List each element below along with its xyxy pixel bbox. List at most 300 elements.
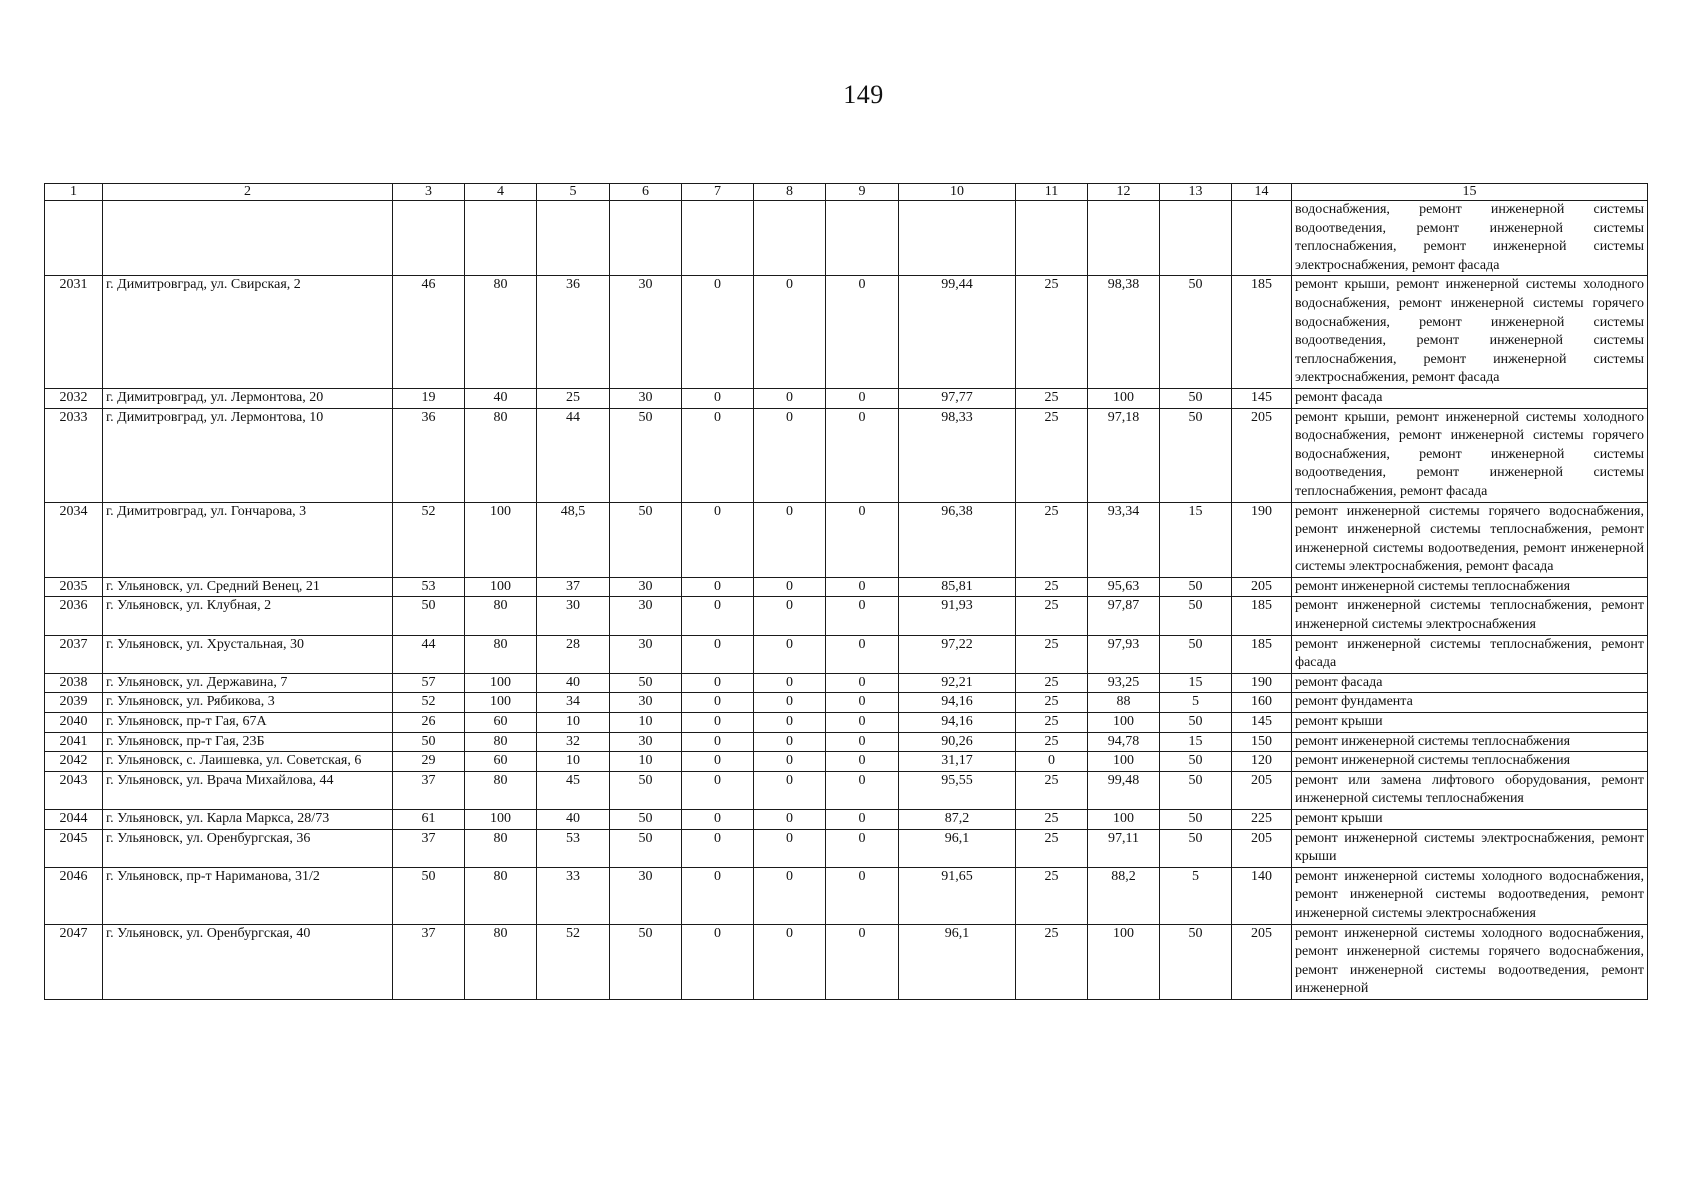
row-number: 2042	[45, 752, 103, 772]
value-cell-col-11: 25	[1016, 867, 1088, 924]
value-cell-col-5: 53	[537, 829, 610, 867]
column-header: 8	[754, 184, 826, 201]
value-cell-col-7: 0	[682, 867, 754, 924]
column-header: 12	[1088, 184, 1160, 201]
value-cell-col-4: 80	[465, 771, 537, 809]
row-number: 2036	[45, 597, 103, 635]
value-cell-col-7: 0	[682, 752, 754, 772]
value-cell-col-14: 185	[1232, 597, 1292, 635]
value-cell-col-9: 0	[826, 752, 899, 772]
value-cell-col-13: 50	[1160, 924, 1232, 999]
table-row	[45, 635, 1648, 673]
value-cell-col-6: 30	[610, 867, 682, 924]
value-cell-col-12: 99,48	[1088, 771, 1160, 809]
value-cell-col-9: 0	[826, 577, 899, 597]
row-number: 2044	[45, 810, 103, 830]
value-cell-col-4: 100	[465, 693, 537, 713]
value-cell-col-4: 80	[465, 635, 537, 673]
value-cell-col-9: 0	[826, 388, 899, 408]
value-cell-col-5: 48,5	[537, 502, 610, 577]
address-cell: г. Ульяновск, ул. Державина, 7	[103, 673, 393, 693]
table-row	[45, 829, 1648, 867]
value-cell-col-10: 92,21	[899, 673, 1016, 693]
value-cell-col-11: 25	[1016, 829, 1088, 867]
works-cell: ремонт или замена лифтового оборудования, ремонт инженерной системы теплоснабжения	[1292, 771, 1648, 809]
value-cell-col-12: 100	[1088, 388, 1160, 408]
value-cell-col-6: 30	[610, 635, 682, 673]
column-header: 14	[1232, 184, 1292, 201]
address-cell: г. Ульяновск, ул. Врача Михайлова, 44	[103, 771, 393, 809]
value-cell-col-13: 50	[1160, 752, 1232, 772]
address-cell: г. Ульяновск, ул. Карла Маркса, 28/73	[103, 810, 393, 830]
value-cell-col-12: 93,34	[1088, 502, 1160, 577]
table-row	[45, 597, 1648, 635]
value-cell-col-7: 0	[682, 732, 754, 752]
column-header: 13	[1160, 184, 1232, 201]
address-cell: г. Димитровград, ул. Лермонтова, 10	[103, 408, 393, 502]
row-number: 2045	[45, 829, 103, 867]
value-cell-col-12: 100	[1088, 810, 1160, 830]
value-cell-col-6: 30	[610, 693, 682, 713]
value-cell-col-12: 97,11	[1088, 829, 1160, 867]
value-cell-col-8: 0	[754, 829, 826, 867]
works-cell: ремонт инженерной системы горячего водоснабжения, ремонт инженерной системы теплоснабжения, ремонт инженерной системы водоотведения, ремонт инженерной системы электроснабжения, ремонт фасада	[1292, 502, 1648, 577]
table-row	[45, 276, 1648, 389]
value-cell-col-3: 29	[393, 752, 465, 772]
value-cell-col-11: 25	[1016, 577, 1088, 597]
value-cell-col-3: 36	[393, 408, 465, 502]
address-cell: г. Ульяновск, пр-т Нариманова, 31/2	[103, 867, 393, 924]
value-cell-col-8: 0	[754, 408, 826, 502]
works-cell: ремонт крыши, ремонт инженерной системы холодного водоснабжения, ремонт инженерной системы горячего водоснабжения, ремонт инженерной системы водоотведения, ремонт инженерной системы теплоснабжения, ремонт фасада	[1292, 408, 1648, 502]
table-row	[45, 752, 1648, 772]
value-cell-col-8: 0	[754, 771, 826, 809]
value-cell-col-3: 19	[393, 388, 465, 408]
value-cell-col-7: 0	[682, 771, 754, 809]
row-number: 2039	[45, 693, 103, 713]
value-cell-col-14: 120	[1232, 752, 1292, 772]
value-cell-col-3	[393, 201, 465, 276]
column-header: 7	[682, 184, 754, 201]
works-cell: ремонт инженерной системы холодного водоснабжения, ремонт инженерной системы горячего водоснабжения, ремонт инженерной системы водоотведения, ремонт инженерной	[1292, 924, 1648, 999]
value-cell-col-13: 50	[1160, 388, 1232, 408]
value-cell-col-5: 52	[537, 924, 610, 999]
value-cell-col-11: 25	[1016, 771, 1088, 809]
value-cell-col-13: 15	[1160, 673, 1232, 693]
value-cell-col-12: 97,93	[1088, 635, 1160, 673]
address-cell: г. Димитровград, ул. Гончарова, 3	[103, 502, 393, 577]
value-cell-col-3: 37	[393, 924, 465, 999]
address-cell: г. Ульяновск, ул. Оренбургская, 40	[103, 924, 393, 999]
value-cell-col-8: 0	[754, 388, 826, 408]
value-cell-col-12: 100	[1088, 752, 1160, 772]
value-cell-col-11: 25	[1016, 810, 1088, 830]
value-cell-col-5	[537, 201, 610, 276]
value-cell-col-10: 91,65	[899, 867, 1016, 924]
value-cell-col-5: 10	[537, 752, 610, 772]
column-header: 11	[1016, 184, 1088, 201]
value-cell-col-8: 0	[754, 635, 826, 673]
value-cell-col-6: 30	[610, 276, 682, 389]
row-number: 2046	[45, 867, 103, 924]
value-cell-col-6: 30	[610, 732, 682, 752]
value-cell-col-8: 0	[754, 502, 826, 577]
value-cell-col-7: 0	[682, 693, 754, 713]
row-number	[45, 201, 103, 276]
value-cell-col-14: 190	[1232, 502, 1292, 577]
value-cell-col-8: 0	[754, 693, 826, 713]
row-number: 2040	[45, 713, 103, 733]
works-cell: ремонт инженерной системы теплоснабжения, ремонт инженерной системы электроснабжения	[1292, 597, 1648, 635]
works-cell: ремонт инженерной системы теплоснабжения, ремонт фасада	[1292, 635, 1648, 673]
value-cell-col-8	[754, 201, 826, 276]
value-cell-col-3: 61	[393, 810, 465, 830]
value-cell-col-10: 97,77	[899, 388, 1016, 408]
value-cell-col-7: 0	[682, 276, 754, 389]
value-cell-col-4: 60	[465, 752, 537, 772]
row-number: 2033	[45, 408, 103, 502]
value-cell-col-9: 0	[826, 924, 899, 999]
value-cell-col-13: 50	[1160, 577, 1232, 597]
value-cell-col-3: 52	[393, 502, 465, 577]
column-header: 15	[1292, 184, 1648, 201]
works-cell: ремонт крыши, ремонт инженерной системы холодного водоснабжения, ремонт инженерной системы горячего водоснабжения, ремонт инженерной системы водоотведения, ремонт инженерной системы теплоснабжения, ремонт инженерной системы электроснабжения, ремонт фасада	[1292, 276, 1648, 389]
address-cell: г. Ульяновск, ул. Рябикова, 3	[103, 693, 393, 713]
value-cell-col-3: 53	[393, 577, 465, 597]
address-cell	[103, 201, 393, 276]
value-cell-col-5: 10	[537, 713, 610, 733]
value-cell-col-8: 0	[754, 867, 826, 924]
value-cell-col-14: 150	[1232, 732, 1292, 752]
value-cell-col-6: 50	[610, 829, 682, 867]
column-header: 1	[45, 184, 103, 201]
value-cell-col-13	[1160, 201, 1232, 276]
value-cell-col-3: 44	[393, 635, 465, 673]
value-cell-col-4: 40	[465, 388, 537, 408]
value-cell-col-9: 0	[826, 408, 899, 502]
value-cell-col-3: 26	[393, 713, 465, 733]
row-number: 2038	[45, 673, 103, 693]
value-cell-col-6: 30	[610, 577, 682, 597]
value-cell-col-9: 0	[826, 597, 899, 635]
value-cell-col-7: 0	[682, 577, 754, 597]
address-cell: г. Ульяновск, ул. Клубная, 2	[103, 597, 393, 635]
works-cell: ремонт инженерной системы теплоснабжения	[1292, 732, 1648, 752]
value-cell-col-14: 205	[1232, 829, 1292, 867]
table-row	[45, 388, 1648, 408]
table-row	[45, 201, 1648, 276]
works-cell: ремонт фасада	[1292, 673, 1648, 693]
value-cell-col-10: 94,16	[899, 713, 1016, 733]
value-cell-col-7: 0	[682, 388, 754, 408]
value-cell-col-3: 50	[393, 867, 465, 924]
column-number-row	[45, 184, 1648, 201]
row-number: 2031	[45, 276, 103, 389]
value-cell-col-11: 25	[1016, 276, 1088, 389]
value-cell-col-5: 45	[537, 771, 610, 809]
value-cell-col-7: 0	[682, 829, 754, 867]
value-cell-col-10: 91,93	[899, 597, 1016, 635]
value-cell-col-3: 57	[393, 673, 465, 693]
value-cell-col-11: 25	[1016, 502, 1088, 577]
works-cell: ремонт инженерной системы теплоснабжения	[1292, 752, 1648, 772]
value-cell-col-9: 0	[826, 713, 899, 733]
address-cell: г. Ульяновск, ул. Оренбургская, 36	[103, 829, 393, 867]
value-cell-col-13: 5	[1160, 693, 1232, 713]
value-cell-col-5: 44	[537, 408, 610, 502]
value-cell-col-5: 36	[537, 276, 610, 389]
value-cell-col-9: 0	[826, 502, 899, 577]
value-cell-col-6: 10	[610, 752, 682, 772]
value-cell-col-7: 0	[682, 673, 754, 693]
table-row	[45, 810, 1648, 830]
value-cell-col-12: 88,2	[1088, 867, 1160, 924]
value-cell-col-3: 52	[393, 693, 465, 713]
value-cell-col-7: 0	[682, 635, 754, 673]
address-cell: г. Ульяновск, пр-т Гая, 67А	[103, 713, 393, 733]
column-header: 3	[393, 184, 465, 201]
value-cell-col-7: 0	[682, 502, 754, 577]
works-cell: ремонт крыши	[1292, 810, 1648, 830]
value-cell-col-10: 99,44	[899, 276, 1016, 389]
table-row	[45, 867, 1648, 924]
value-cell-col-10: 94,16	[899, 693, 1016, 713]
works-cell: ремонт инженерной системы холодного водоснабжения, ремонт инженерной системы водоотведения, ремонт инженерной системы электроснабжения	[1292, 867, 1648, 924]
value-cell-col-3: 50	[393, 732, 465, 752]
value-cell-col-5: 30	[537, 597, 610, 635]
value-cell-col-13: 50	[1160, 771, 1232, 809]
value-cell-col-7	[682, 201, 754, 276]
value-cell-col-8: 0	[754, 577, 826, 597]
column-header: 6	[610, 184, 682, 201]
value-cell-col-8: 0	[754, 752, 826, 772]
value-cell-col-14	[1232, 201, 1292, 276]
table-row	[45, 924, 1648, 999]
value-cell-col-11: 25	[1016, 713, 1088, 733]
address-cell: г. Димитровград, ул. Лермонтова, 20	[103, 388, 393, 408]
value-cell-col-10: 31,17	[899, 752, 1016, 772]
value-cell-col-13: 50	[1160, 713, 1232, 733]
column-header: 10	[899, 184, 1016, 201]
column-header: 2	[103, 184, 393, 201]
value-cell-col-13: 50	[1160, 635, 1232, 673]
table-row	[45, 577, 1648, 597]
value-cell-col-3: 37	[393, 771, 465, 809]
value-cell-col-4: 80	[465, 829, 537, 867]
value-cell-col-5: 25	[537, 388, 610, 408]
value-cell-col-6	[610, 201, 682, 276]
value-cell-col-6: 50	[610, 502, 682, 577]
value-cell-col-12	[1088, 201, 1160, 276]
value-cell-col-4: 80	[465, 276, 537, 389]
row-number: 2047	[45, 924, 103, 999]
value-cell-col-14: 205	[1232, 771, 1292, 809]
value-cell-col-12: 93,25	[1088, 673, 1160, 693]
value-cell-col-5: 28	[537, 635, 610, 673]
value-cell-col-9	[826, 201, 899, 276]
value-cell-col-13: 50	[1160, 276, 1232, 389]
value-cell-col-13: 5	[1160, 867, 1232, 924]
value-cell-col-11: 25	[1016, 408, 1088, 502]
value-cell-col-10: 95,55	[899, 771, 1016, 809]
value-cell-col-4: 80	[465, 597, 537, 635]
value-cell-col-12: 98,38	[1088, 276, 1160, 389]
value-cell-col-8: 0	[754, 673, 826, 693]
value-cell-col-11: 25	[1016, 635, 1088, 673]
column-header: 5	[537, 184, 610, 201]
value-cell-col-7: 0	[682, 924, 754, 999]
value-cell-col-6: 50	[610, 771, 682, 809]
value-cell-col-6: 50	[610, 673, 682, 693]
value-cell-col-13: 50	[1160, 829, 1232, 867]
table-body	[45, 201, 1648, 1000]
value-cell-col-10: 98,33	[899, 408, 1016, 502]
value-cell-col-7: 0	[682, 597, 754, 635]
value-cell-col-10: 96,1	[899, 829, 1016, 867]
value-cell-col-9: 0	[826, 771, 899, 809]
value-cell-col-10: 96,1	[899, 924, 1016, 999]
value-cell-col-8: 0	[754, 597, 826, 635]
value-cell-col-8: 0	[754, 276, 826, 389]
value-cell-col-13: 50	[1160, 408, 1232, 502]
column-header: 9	[826, 184, 899, 201]
value-cell-col-11: 25	[1016, 693, 1088, 713]
value-cell-col-6: 10	[610, 713, 682, 733]
value-cell-col-10: 90,26	[899, 732, 1016, 752]
row-number: 2043	[45, 771, 103, 809]
value-cell-col-9: 0	[826, 810, 899, 830]
value-cell-col-5: 32	[537, 732, 610, 752]
row-number: 2035	[45, 577, 103, 597]
table-row	[45, 713, 1648, 733]
value-cell-col-13: 50	[1160, 810, 1232, 830]
value-cell-col-11: 0	[1016, 752, 1088, 772]
value-cell-col-9: 0	[826, 732, 899, 752]
value-cell-col-4: 100	[465, 577, 537, 597]
value-cell-col-11	[1016, 201, 1088, 276]
value-cell-col-14: 160	[1232, 693, 1292, 713]
value-cell-col-3: 37	[393, 829, 465, 867]
value-cell-col-10	[899, 201, 1016, 276]
value-cell-col-9: 0	[826, 829, 899, 867]
address-cell: г. Димитровград, ул. Свирская, 2	[103, 276, 393, 389]
value-cell-col-3: 50	[393, 597, 465, 635]
row-number: 2032	[45, 388, 103, 408]
value-cell-col-11: 25	[1016, 732, 1088, 752]
page-number: 149	[843, 80, 884, 109]
works-cell: ремонт инженерной системы электроснабжения, ремонт крыши	[1292, 829, 1648, 867]
address-cell: г. Ульяновск, пр-т Гая, 23Б	[103, 732, 393, 752]
value-cell-col-4	[465, 201, 537, 276]
table-row	[45, 732, 1648, 752]
address-cell: г. Ульяновск, ул. Средний Венец, 21	[103, 577, 393, 597]
value-cell-col-4: 100	[465, 673, 537, 693]
value-cell-col-10: 87,2	[899, 810, 1016, 830]
value-cell-col-4: 80	[465, 867, 537, 924]
value-cell-col-11: 25	[1016, 673, 1088, 693]
works-cell: водоснабжения, ремонт инженерной системы водоотведения, ремонт инженерной системы теплоснабжения, ремонт инженерной системы электроснабжения, ремонт фасада	[1292, 201, 1648, 276]
column-header: 4	[465, 184, 537, 201]
value-cell-col-5: 40	[537, 810, 610, 830]
value-cell-col-10: 96,38	[899, 502, 1016, 577]
value-cell-col-3: 46	[393, 276, 465, 389]
works-cell: ремонт крыши	[1292, 713, 1648, 733]
value-cell-col-14: 190	[1232, 673, 1292, 693]
value-cell-col-12: 100	[1088, 713, 1160, 733]
value-cell-col-14: 205	[1232, 924, 1292, 999]
value-cell-col-12: 94,78	[1088, 732, 1160, 752]
value-cell-col-14: 140	[1232, 867, 1292, 924]
value-cell-col-13: 50	[1160, 597, 1232, 635]
value-cell-col-8: 0	[754, 810, 826, 830]
table-row	[45, 693, 1648, 713]
value-cell-col-6: 30	[610, 597, 682, 635]
row-number: 2034	[45, 502, 103, 577]
value-cell-col-8: 0	[754, 732, 826, 752]
value-cell-col-4: 80	[465, 732, 537, 752]
value-cell-col-13: 15	[1160, 732, 1232, 752]
value-cell-col-14: 205	[1232, 408, 1292, 502]
value-cell-col-12: 97,87	[1088, 597, 1160, 635]
value-cell-col-9: 0	[826, 276, 899, 389]
table-row	[45, 408, 1648, 502]
value-cell-col-6: 50	[610, 924, 682, 999]
value-cell-col-6: 50	[610, 408, 682, 502]
value-cell-col-14: 145	[1232, 388, 1292, 408]
value-cell-col-8: 0	[754, 924, 826, 999]
works-cell: ремонт инженерной системы теплоснабжения	[1292, 577, 1648, 597]
value-cell-col-14: 145	[1232, 713, 1292, 733]
value-cell-col-12: 88	[1088, 693, 1160, 713]
value-cell-col-4: 100	[465, 810, 537, 830]
value-cell-col-9: 0	[826, 867, 899, 924]
address-cell: г. Ульяновск, ул. Хрустальная, 30	[103, 635, 393, 673]
value-cell-col-6: 50	[610, 810, 682, 830]
value-cell-col-9: 0	[826, 635, 899, 673]
value-cell-col-4: 100	[465, 502, 537, 577]
value-cell-col-14: 185	[1232, 635, 1292, 673]
table-row	[45, 771, 1648, 809]
value-cell-col-9: 0	[826, 693, 899, 713]
value-cell-col-4: 80	[465, 408, 537, 502]
table-row	[45, 502, 1648, 577]
row-number: 2037	[45, 635, 103, 673]
row-number: 2041	[45, 732, 103, 752]
value-cell-col-12: 100	[1088, 924, 1160, 999]
value-cell-col-4: 60	[465, 713, 537, 733]
value-cell-col-14: 185	[1232, 276, 1292, 389]
value-cell-col-7: 0	[682, 408, 754, 502]
value-cell-col-14: 205	[1232, 577, 1292, 597]
value-cell-col-10: 97,22	[899, 635, 1016, 673]
works-cell: ремонт фасада	[1292, 388, 1648, 408]
value-cell-col-9: 0	[826, 673, 899, 693]
value-cell-col-7: 0	[682, 810, 754, 830]
value-cell-col-8: 0	[754, 713, 826, 733]
value-cell-col-6: 30	[610, 388, 682, 408]
value-cell-col-5: 33	[537, 867, 610, 924]
value-cell-col-5: 34	[537, 693, 610, 713]
value-cell-col-10: 85,81	[899, 577, 1016, 597]
table-row	[45, 673, 1648, 693]
value-cell-col-11: 25	[1016, 597, 1088, 635]
value-cell-col-5: 40	[537, 673, 610, 693]
value-cell-col-13: 15	[1160, 502, 1232, 577]
value-cell-col-4: 80	[465, 924, 537, 999]
repair-register-table	[44, 183, 1648, 1000]
value-cell-col-14: 225	[1232, 810, 1292, 830]
value-cell-col-12: 95,63	[1088, 577, 1160, 597]
